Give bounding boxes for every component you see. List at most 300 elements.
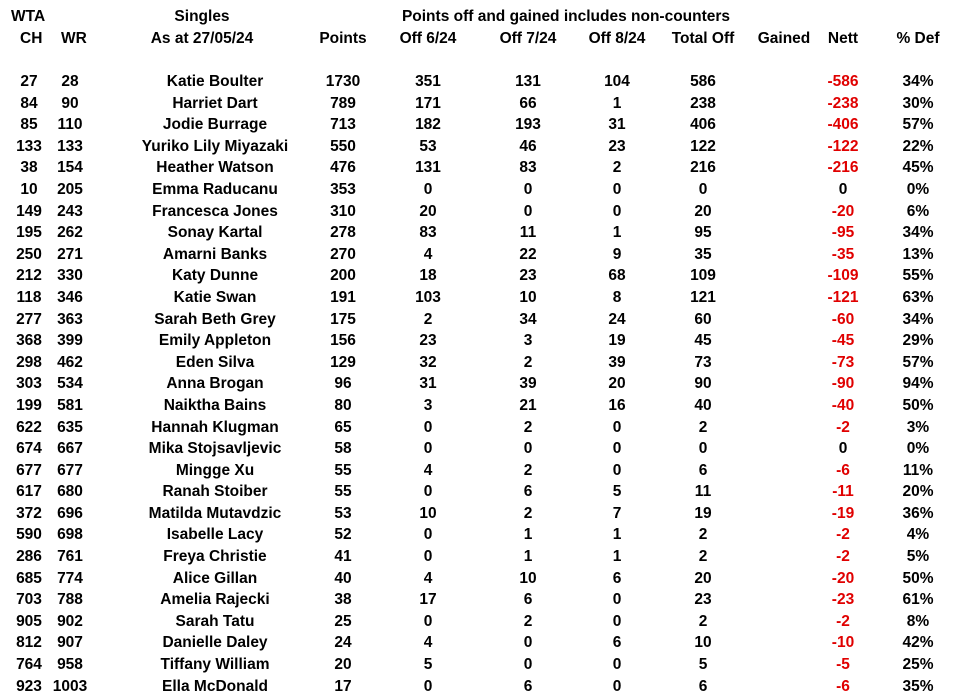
cell-nett: -6 [836, 677, 850, 695]
cell-total: 10 [694, 634, 712, 652]
cell-name: Katy Dunne [171, 267, 259, 285]
cell-points: 476 [330, 159, 356, 177]
cell-ch: 905 [16, 612, 42, 630]
table-body [0, 71, 954, 697]
table-row [0, 330, 954, 352]
cell-off2: 131 [515, 73, 541, 90]
cell-ch: 195 [16, 224, 42, 242]
cell-nett: -586 [827, 73, 859, 90]
cell-points: 96 [334, 375, 352, 393]
cell-wr: 677 [57, 461, 83, 479]
cell-wr: 399 [57, 332, 83, 350]
cell-total: 238 [690, 94, 716, 112]
cell-name: Yuriko Lily Miyazaki [141, 137, 289, 155]
cell-ch: 685 [16, 569, 42, 587]
cell-name: Harriet Dart [172, 94, 258, 112]
cell-total: 90 [694, 375, 712, 393]
cell-nett: -2 [836, 418, 850, 436]
cell-off1: 53 [419, 137, 437, 155]
cell-name: Sonay Kartal [167, 224, 263, 242]
cell-off1: 10 [419, 504, 437, 522]
cell-wr: 698 [57, 526, 83, 544]
table-row [0, 352, 954, 374]
cell-off1: 3 [423, 396, 433, 414]
cell-wr: 262 [57, 224, 83, 242]
cell-off1: 351 [415, 73, 441, 90]
cell-total: 23 [694, 591, 712, 609]
cell-points: 310 [330, 202, 356, 220]
cell-total: 2 [698, 612, 708, 630]
cell-off1: 31 [419, 375, 437, 393]
cell-off2: 0 [523, 202, 533, 220]
cell-pct: 29% [902, 332, 934, 350]
cell-off1: 23 [419, 332, 437, 350]
cell-off2: 2 [523, 612, 533, 630]
table-row [0, 395, 954, 417]
cell-nett: -5 [836, 656, 850, 674]
cell-wr: 774 [57, 569, 83, 587]
cell-points: 58 [334, 440, 352, 458]
cell-nett: -2 [836, 548, 850, 566]
cell-nett: -23 [831, 591, 855, 609]
cell-nett: -6 [836, 461, 850, 479]
cell-ch: 118 [16, 288, 42, 306]
cell-wr: 205 [57, 180, 83, 198]
cell-off2: 6 [523, 483, 533, 501]
cell-points: 713 [330, 116, 356, 134]
cell-pct: 63% [902, 288, 934, 306]
cell-name: Sarah Tatu [175, 612, 255, 630]
cell-off1: 83 [419, 224, 437, 242]
cell-off2: 2 [523, 353, 533, 371]
cell-nett: -216 [827, 159, 859, 177]
cell-ch: 277 [16, 310, 42, 328]
cell-total: 5 [698, 656, 708, 674]
table-row [0, 244, 954, 266]
cell-off2: 23 [519, 267, 537, 285]
cell-name: Mingge Xu [175, 461, 255, 479]
table-row [0, 201, 954, 223]
header-singles: Singles [174, 8, 230, 25]
table-row [0, 287, 954, 309]
cell-total: 95 [694, 224, 712, 242]
cell-nett: -122 [827, 137, 859, 155]
header-as-at: As at 27/05/24 [150, 30, 254, 47]
cell-pct: 25% [902, 656, 934, 674]
cell-nett: -121 [827, 288, 859, 306]
cell-name: Ella McDonald [162, 677, 268, 695]
cell-name: Sarah Beth Grey [154, 310, 276, 328]
cell-wr: 363 [57, 310, 83, 328]
cell-points: 55 [334, 461, 352, 479]
cell-pct: 55% [902, 267, 934, 285]
cell-name: Heather Watson [156, 159, 274, 177]
cell-off2: 2 [523, 461, 533, 479]
cell-name: Amarni Banks [162, 245, 268, 263]
cell-pct: 57% [902, 116, 934, 134]
cell-name: Freya Christie [163, 548, 267, 566]
cell-total: 40 [694, 396, 712, 414]
cell-off1: 131 [415, 159, 441, 177]
table-row [0, 373, 954, 395]
cell-nett: -2 [836, 612, 850, 630]
cell-off1: 103 [415, 288, 441, 306]
cell-pct: 50% [902, 569, 934, 587]
cell-off3: 16 [608, 396, 626, 414]
table-row [0, 524, 954, 546]
cell-off2: 6 [523, 677, 533, 695]
cell-wr: 680 [57, 483, 83, 501]
cell-off2: 22 [519, 245, 537, 263]
cell-off3: 5 [612, 483, 622, 501]
cell-name: Emma Raducanu [152, 180, 278, 198]
cell-total: 0 [698, 180, 708, 198]
cell-off2: 2 [523, 504, 533, 522]
cell-total: 35 [694, 245, 712, 263]
cell-nett: -60 [831, 310, 855, 328]
table-row [0, 481, 954, 503]
cell-off3: 7 [612, 504, 622, 522]
cell-off1: 0 [423, 180, 433, 198]
cell-wr: 788 [57, 591, 83, 609]
table-row [0, 265, 954, 287]
cell-ch: 10 [20, 180, 38, 198]
cell-total: 122 [690, 137, 716, 155]
table-row [0, 654, 954, 676]
cell-off2: 0 [523, 634, 533, 652]
cell-off2: 3 [523, 332, 533, 350]
cell-off2: 1 [523, 526, 533, 544]
cell-off3: 24 [608, 310, 626, 328]
cell-wr: 761 [57, 548, 83, 566]
table-row [0, 222, 954, 244]
table-row [0, 611, 954, 633]
cell-total: 121 [690, 288, 716, 306]
cell-off3: 0 [612, 202, 622, 220]
cell-total: 60 [694, 310, 712, 328]
cell-total: 586 [690, 73, 716, 90]
cell-pct: 94% [902, 375, 934, 393]
table-row [0, 503, 954, 525]
cell-nett: -73 [831, 353, 855, 371]
cell-nett: -406 [827, 116, 859, 134]
cell-total: 2 [698, 526, 708, 544]
cell-off3: 0 [612, 418, 622, 436]
cell-pct: 34% [902, 224, 934, 242]
cell-off1: 4 [423, 245, 433, 263]
cell-points: 278 [330, 224, 356, 242]
cell-wr: 581 [57, 396, 83, 414]
cell-off3: 0 [612, 440, 622, 458]
cell-name: Mika Stojsavljevic [148, 440, 282, 458]
cell-pct: 57% [902, 353, 934, 371]
cell-off3: 0 [612, 677, 622, 695]
cell-wr: 133 [57, 137, 83, 155]
cell-off1: 0 [423, 677, 433, 695]
header-wta: WTA [11, 8, 46, 25]
cell-name: Hannah Klugman [151, 418, 279, 436]
cell-pct: 0% [906, 180, 930, 198]
cell-name: Emily Appleton [158, 332, 272, 350]
cell-off2: 1 [523, 548, 533, 566]
cell-total: 0 [698, 440, 708, 458]
cell-wr: 90 [61, 94, 79, 112]
cell-ch: 38 [20, 159, 38, 177]
cell-points: 40 [334, 569, 352, 587]
cell-ch: 622 [16, 418, 42, 436]
cell-nett: -19 [831, 504, 855, 522]
header-off-8-24: Off 8/24 [588, 30, 646, 47]
table-row [0, 114, 954, 136]
cell-off3: 1 [612, 224, 622, 242]
cell-pct: 61% [902, 591, 934, 609]
cell-points: 20 [334, 656, 352, 674]
cell-off3: 0 [612, 656, 622, 674]
cell-wr: 110 [57, 116, 83, 134]
cell-ch: 212 [16, 267, 42, 285]
cell-total: 45 [694, 332, 712, 350]
cell-ch: 674 [16, 440, 42, 458]
cell-total: 2 [698, 418, 708, 436]
cell-pct: 35% [902, 677, 934, 695]
cell-off2: 39 [519, 375, 537, 393]
cell-off1: 17 [419, 591, 437, 609]
table-row [0, 136, 954, 158]
cell-wr: 902 [57, 612, 83, 630]
cell-off1: 0 [423, 418, 433, 436]
cell-wr: 243 [57, 202, 83, 220]
cell-wr: 154 [57, 159, 83, 177]
cell-off2: 46 [519, 137, 537, 155]
cell-name: Jodie Burrage [162, 116, 268, 134]
cell-off1: 0 [423, 548, 433, 566]
cell-wr: 635 [57, 418, 83, 436]
cell-total: 406 [690, 116, 716, 134]
cell-off3: 1 [612, 548, 622, 566]
cell-pct: 36% [902, 504, 934, 522]
cell-pct: 5% [906, 548, 930, 566]
cell-name: Katie Boulter [166, 73, 264, 90]
header-ch: CH [20, 30, 43, 47]
cell-off3: 39 [608, 353, 626, 371]
cell-name: Katie Swan [173, 288, 257, 306]
cell-points: 550 [330, 137, 356, 155]
table-row [0, 309, 954, 331]
cell-ch: 590 [16, 526, 42, 544]
cell-ch: 812 [16, 634, 42, 652]
header-pct-def: % Def [896, 30, 940, 47]
cell-wr: 958 [57, 656, 83, 674]
table-row [0, 460, 954, 482]
cell-points: 353 [330, 180, 356, 198]
cell-off2: 0 [523, 180, 533, 198]
cell-off1: 182 [415, 116, 441, 134]
cell-off3: 8 [612, 288, 622, 306]
cell-off2: 34 [519, 310, 537, 328]
cell-total: 109 [690, 267, 716, 285]
cell-total: 6 [698, 677, 708, 695]
cell-points: 200 [330, 267, 356, 285]
cell-wr: 534 [57, 375, 83, 393]
cell-name: Francesca Jones [152, 202, 278, 220]
cell-pct: 42% [902, 634, 934, 652]
cell-points: 65 [334, 418, 352, 436]
cell-ch: 303 [16, 375, 42, 393]
cell-off1: 171 [415, 94, 441, 112]
cell-ch: 368 [16, 332, 42, 350]
cell-points: 191 [330, 288, 356, 306]
cell-points: 789 [330, 94, 356, 112]
cell-nett: -2 [836, 526, 850, 544]
table-row [0, 568, 954, 590]
cell-points: 38 [334, 591, 352, 609]
cell-points: 55 [334, 483, 352, 501]
cell-ch: 677 [16, 461, 42, 479]
cell-off3: 0 [612, 591, 622, 609]
cell-off3: 6 [612, 634, 622, 652]
cell-pct: 20% [902, 483, 934, 501]
cell-pct: 0% [906, 440, 930, 458]
table-row [0, 589, 954, 611]
cell-off3: 9 [612, 245, 622, 263]
table-row [0, 546, 954, 568]
cell-off1: 18 [419, 267, 437, 285]
cell-total: 216 [690, 159, 716, 177]
header-note: Points off and gained includes non-counters [401, 8, 731, 25]
cell-off2: 21 [519, 396, 537, 414]
cell-off2: 66 [519, 94, 537, 112]
header-gained: Gained [757, 30, 811, 47]
cell-points: 41 [334, 548, 352, 566]
cell-pct: 11% [902, 461, 934, 479]
cell-off3: 1 [612, 94, 622, 112]
cell-off3: 104 [604, 73, 630, 90]
cell-off2: 11 [519, 224, 537, 242]
cell-points: 270 [330, 245, 356, 263]
cell-off1: 32 [419, 353, 437, 371]
cell-off2: 0 [523, 440, 533, 458]
cell-off1: 4 [423, 569, 433, 587]
cell-pct: 4% [906, 526, 930, 544]
table-row [0, 93, 954, 115]
cell-off3: 0 [612, 180, 622, 198]
table-row [0, 676, 954, 698]
cell-total: 20 [694, 202, 712, 220]
cell-pct: 22% [902, 137, 934, 155]
cell-nett: -35 [831, 245, 855, 263]
cell-nett: -40 [831, 396, 855, 414]
cell-off1: 0 [423, 612, 433, 630]
cell-off3: 68 [608, 267, 626, 285]
header-wr: WR [61, 30, 87, 47]
cell-ch: 923 [16, 677, 42, 695]
cell-points: 175 [330, 310, 356, 328]
cell-total: 73 [694, 353, 712, 371]
cell-name: Amelia Rajecki [160, 591, 270, 609]
cell-nett: -90 [831, 375, 855, 393]
header-total-off: Total Off [671, 30, 735, 47]
cell-total: 11 [694, 483, 712, 501]
table-row [0, 417, 954, 439]
cell-pct: 3% [906, 418, 930, 436]
cell-points: 53 [334, 504, 352, 522]
cell-pct: 8% [906, 612, 930, 630]
cell-total: 2 [698, 548, 708, 566]
cell-wr: 696 [57, 504, 83, 522]
cell-points: 24 [334, 634, 352, 652]
cell-nett: -109 [827, 267, 859, 285]
cell-points: 80 [334, 396, 352, 414]
cell-nett: -20 [831, 569, 855, 587]
header-points: Points [319, 30, 367, 47]
header-off-6-24: Off 6/24 [399, 30, 457, 47]
cell-ch: 286 [16, 548, 42, 566]
header-off-7-24: Off 7/24 [499, 30, 557, 47]
cell-ch: 617 [16, 483, 42, 501]
cell-off3: 20 [608, 375, 626, 393]
cell-off3: 6 [612, 569, 622, 587]
cell-ch: 372 [16, 504, 42, 522]
cell-wr: 271 [57, 245, 83, 263]
cell-ch: 133 [16, 137, 42, 155]
cell-wr: 28 [61, 73, 79, 90]
cell-off2: 83 [519, 159, 537, 177]
cell-points: 1730 [325, 73, 361, 90]
cell-ch: 298 [16, 353, 42, 371]
cell-nett: -45 [831, 332, 855, 350]
cell-points: 129 [330, 353, 356, 371]
cell-off2: 6 [523, 591, 533, 609]
cell-ch: 199 [16, 396, 42, 414]
table-row [0, 632, 954, 654]
cell-name: Eden Silva [175, 353, 255, 371]
cell-ch: 703 [16, 591, 42, 609]
cell-pct: 45% [902, 159, 934, 177]
cell-off3: 0 [612, 612, 622, 630]
cell-pct: 34% [902, 310, 934, 328]
cell-pct: 50% [902, 396, 934, 414]
cell-off1: 5 [423, 656, 433, 674]
table-row [0, 71, 954, 93]
cell-name: Ranah Stoiber [162, 483, 268, 501]
cell-pct: 34% [902, 73, 934, 90]
cell-wr: 907 [57, 634, 83, 652]
cell-wr: 462 [57, 353, 83, 371]
cell-off2: 10 [519, 569, 537, 587]
cell-off3: 31 [608, 116, 626, 134]
cell-ch: 27 [20, 73, 38, 90]
cell-off2: 2 [523, 418, 533, 436]
cell-off1: 0 [423, 483, 433, 501]
cell-off3: 0 [612, 461, 622, 479]
cell-name: Alice Gillan [172, 569, 258, 587]
header-nett: Nett [827, 30, 859, 47]
cell-off1: 4 [423, 461, 433, 479]
cell-nett: -238 [827, 94, 859, 112]
cell-nett: -20 [831, 202, 855, 220]
cell-points: 25 [334, 612, 352, 630]
cell-total: 6 [698, 461, 708, 479]
cell-ch: 764 [16, 656, 42, 674]
cell-off3: 1 [612, 526, 622, 544]
cell-wr: 1003 [52, 677, 88, 695]
cell-nett: -95 [831, 224, 855, 242]
cell-ch: 149 [16, 202, 42, 220]
table-row [0, 438, 954, 460]
cell-off3: 23 [608, 137, 626, 155]
cell-nett: -11 [832, 483, 854, 501]
cell-off3: 19 [608, 332, 626, 350]
